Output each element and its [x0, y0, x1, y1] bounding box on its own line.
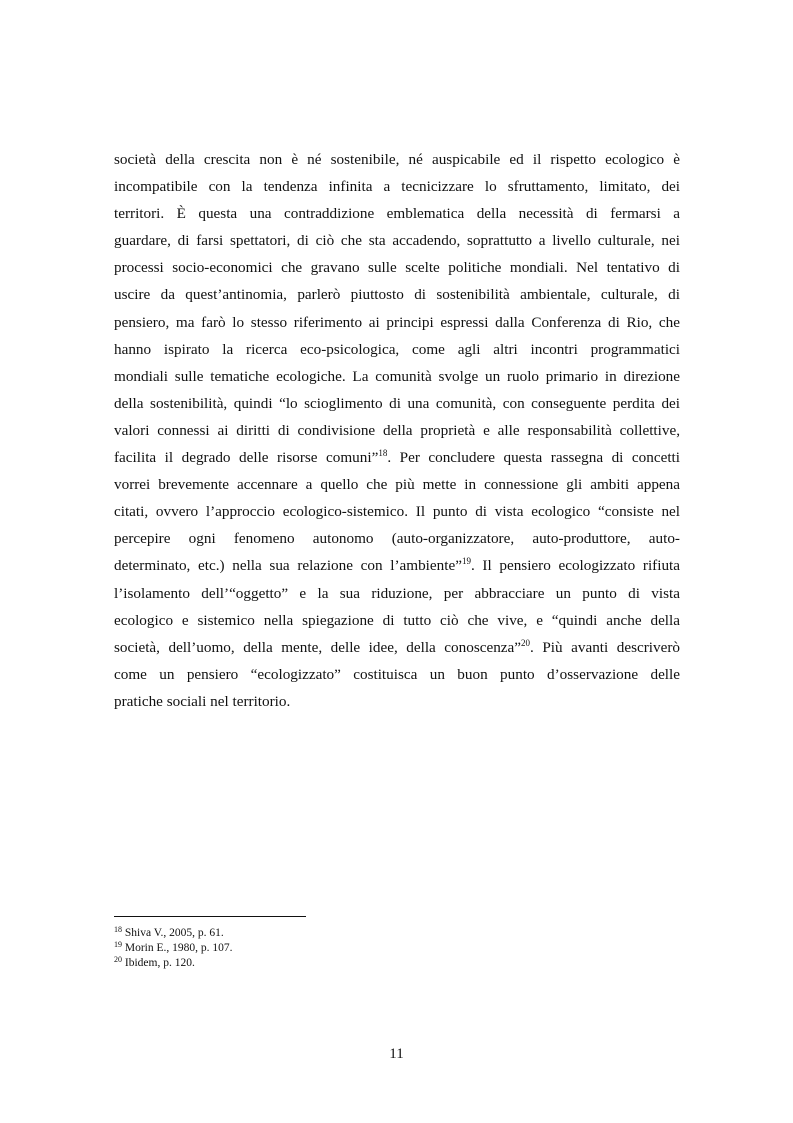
footnote-ref: 20	[521, 637, 531, 648]
text-line: incompatibile con la tendenza infinita a tecnicizzare lo sfruttamento, limitato, dei	[114, 178, 680, 196]
text-segment: . Per concludere questa rassegna di concetti	[387, 449, 680, 467]
text-line	[114, 552, 680, 579]
text-line: valori connessi ai diritti di condivisione della proprietà e alle responsabilità collettive,	[114, 421, 680, 439]
text-line: l’isolamento dell’“oggetto” e la sua riduzione, per abbracciare un punto di vista	[114, 584, 680, 602]
text-line: pratiche sociali nel territorio.	[114, 692, 291, 710]
footnote	[114, 956, 233, 971]
text-segment: . Più avanti descriverò	[530, 638, 680, 656]
text-line: uscire da quest’antinomia, parlerò piuttosto di sostenibilità ambientale, culturale, di	[114, 286, 680, 304]
text-line: territori. È questa una contraddizione emblematica della necessità di fermarsi a	[114, 205, 680, 223]
text-line	[114, 634, 680, 661]
text-segment: . Il pensiero ecologizzato rifiuta	[470, 557, 680, 575]
text-line: ecologico e sistemico nella spiegazione di tutto ciò che vive, e “quindi anche della	[114, 611, 680, 629]
footnote-ref: 19	[461, 556, 471, 567]
text-segment: facilita il degrado delle risorse comuni”	[114, 449, 379, 467]
text-line: mondiali sulle tematiche ecologiche. La comunità svolge un ruolo primario in direzione	[114, 367, 680, 385]
footnote	[114, 941, 233, 956]
page-number: 11	[389, 1046, 404, 1062]
text-segment: società, dell’uomo, della mente, delle idee, della conoscenza”	[114, 638, 522, 656]
footnotes	[114, 926, 233, 971]
footnote-text: Morin E., 1980, p. 107.	[124, 942, 233, 954]
footnote-number: 18	[114, 925, 122, 934]
text-line: della sostenibilità, quindi “lo scioglimento di una comunità, con conseguente perdita dei	[114, 394, 680, 412]
text-line: citati, ovvero l’approccio ecologico-sistemico. Il punto di vista ecologico “consiste nel	[114, 503, 680, 521]
footnote-number: 19	[114, 940, 122, 949]
text-line: hanno ispirato la ricerca eco-psicologica, come agli altri incontri programmatici	[114, 340, 680, 358]
text-line: processi socio-economici che gravano sulle scelte politiche mondiali. Nel tentativo di	[114, 259, 680, 277]
footnote	[114, 926, 233, 941]
footnote-ref: 18	[378, 448, 388, 459]
text-line: vorrei brevemente accennare a quello che più mette in connessione gli ambiti appena	[114, 476, 680, 494]
text-line: guardare, di farsi spettatori, di ciò che sta accadendo, soprattutto a livello culturale, nei	[114, 232, 680, 250]
text-line: percepire ogni fenomeno autonomo (auto-organizzatore, auto-produttore, auto-	[114, 530, 680, 548]
text-line: come un pensiero “ecologizzato” costituisca un buon punto d’osservazione delle	[114, 665, 680, 683]
text-line	[114, 444, 680, 471]
footnote-number: 20	[114, 955, 122, 964]
footnote-divider	[114, 916, 306, 917]
body-paragraph	[114, 146, 680, 715]
text-line: pensiero, ma farò lo stesso riferimento ai principi espressi dalla Conferenza di Rio, che	[114, 313, 680, 331]
footnote-text: Ibidem, p. 120.	[124, 957, 195, 969]
text-line: società della crescita non è né sostenibile, né auspicabile ed il rispetto ecologico è	[114, 151, 680, 168]
footnote-text: Shiva V., 2005, p. 61.	[124, 927, 224, 939]
text-segment: determinato, etc.) nella sua relazione con l’ambiente”	[114, 557, 462, 575]
